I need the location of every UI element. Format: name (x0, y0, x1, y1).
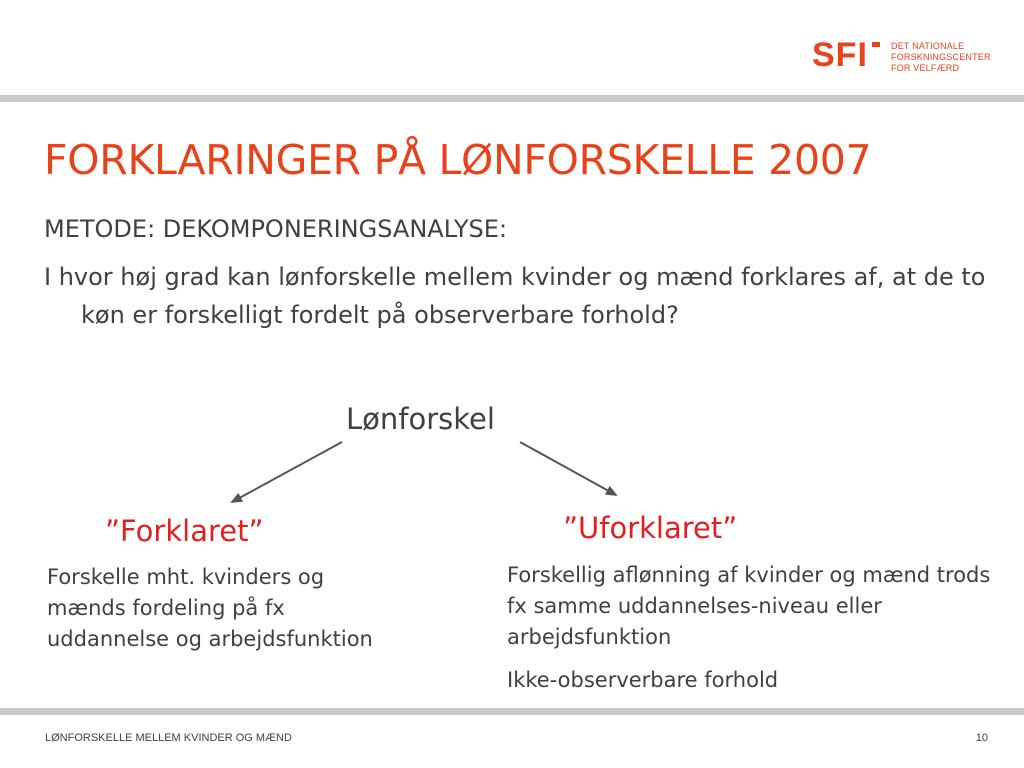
diagram-arrows (0, 390, 1024, 520)
logo-tick-icon (872, 42, 880, 47)
arrow-left (232, 442, 342, 502)
slide-subtitle: METODE: DEKOMPONERINGSANALYSE: (44, 215, 508, 243)
unexplained-description: Forskellig aflønning af kvinder og mænd trods fx samme uddannelses-niveau eller arbejdsfunktion (507, 563, 991, 649)
diagram-root-label: Lønforskel (346, 402, 495, 436)
page-number: 10 (975, 732, 988, 744)
logo-text (891, 41, 991, 74)
header-rule (0, 95, 1024, 102)
sfi-logo (812, 38, 1012, 78)
arrow-right (520, 442, 616, 495)
slide-title: FORKLARINGER PÅ LØNFORSKELLE 2007 (44, 136, 872, 184)
explained-label: ”Forklaret” (105, 514, 264, 548)
footer-rule (0, 708, 1024, 715)
logo-line-2: FORSKNINGSCENTER (891, 52, 991, 62)
logo-line-3: FOR VELFÆRD (891, 63, 960, 73)
slide-question: I hvor høj grad kan lønforskelle mellem kvinder og mænd forklares af, at de to køn er forskelligt fordelt på observerbare forhold? (44, 263, 986, 329)
unexplained-note: Ikke-observerbare forhold (507, 668, 779, 692)
explained-description: Forskelle mht. kvinders og mænds fordeling på fx uddannelse og arbejdsfunktion (47, 565, 373, 651)
logo-line-1: DET NATIONALE (891, 41, 965, 51)
footer-title: LØNFORSKELLE MELLEM KVINDER OG MÆND (45, 732, 292, 744)
logo-mark: SFI (812, 36, 868, 74)
unexplained-label: ”Uforklaret” (563, 511, 738, 545)
